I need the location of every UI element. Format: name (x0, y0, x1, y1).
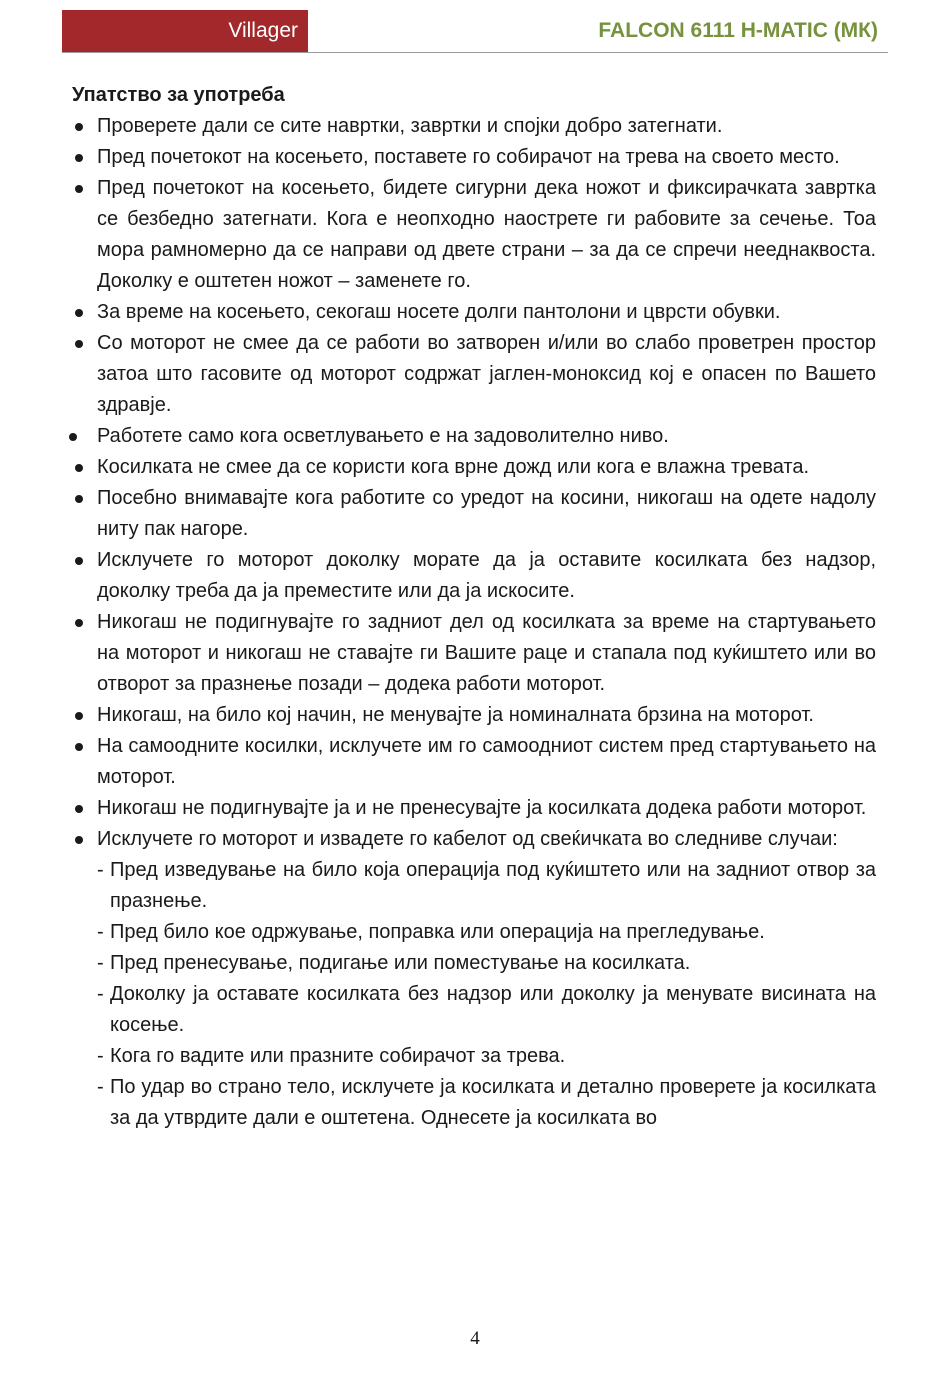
page-number: 4 (470, 1328, 480, 1349)
list-item (72, 421, 876, 452)
list-item (72, 483, 876, 545)
list-item-text: За време на косењето, секогаш носете долги пантолони и цврсти обувки. (97, 301, 781, 323)
bullet-icon (75, 154, 83, 162)
list-item-text: На самоодните косилки, исклучете им го самоодниот систем пред стартувањето на моторот. (97, 735, 876, 788)
model-title: FALCON 6111 H-MATIC (МК) (598, 19, 878, 42)
dash-marker: - (97, 921, 104, 943)
list-item-text: Посебно внимавајте кога работите со уредот на косини, никогаш на одете надолу ниту пак нагоре. (97, 487, 876, 540)
list-item (72, 793, 876, 824)
bullet-icon (75, 743, 83, 751)
sub-list-item (97, 917, 876, 948)
list-item (72, 328, 876, 421)
list-item-text: Никогаш не подигнувајте го задниот дел од косилката за време на стартувањето на моторот и никогаш не ставајте ги Вашите раце и стапала под куќиштето или во отворот за празнење позади – додека работи моторот. (97, 611, 876, 695)
list-item-text: Пред почетокот на косењето, поставете го собирачот на трева на своето место. (97, 146, 840, 168)
bullet-icon (75, 309, 83, 317)
list-item (72, 111, 876, 142)
list-item-text: Никогаш, на било кој начин, не менувајте ја номиналната брзина на моторот. (97, 704, 814, 726)
sub-list-item (97, 1041, 876, 1072)
dash-marker: - (97, 952, 104, 974)
list-item (72, 824, 876, 1134)
sub-list (97, 855, 876, 1134)
list-item-text: Со моторот не смее да се работи во затворен и/или во слабо проветрен простор затоа што гасовите од моторот содржат јаглен-моноксид кој е опасен по Вашето здравје. (97, 332, 876, 416)
sub-list-item-text: По удар во страно тело, исклучете ја косилката и детално проверете ја косилката за да утврдите дали е оштетена. Однесете ја косилката во (110, 1076, 876, 1129)
bullet-icon (75, 712, 83, 720)
bullet-icon (75, 557, 83, 565)
bullet-icon (75, 464, 83, 472)
list-item (72, 731, 876, 793)
list-item-text: Никогаш не подигнувајте ја и не пренесувајте ја косилката додека работи моторот. (97, 797, 867, 819)
section-title: Упатство за употреба (72, 84, 285, 106)
instruction-list (72, 111, 876, 1134)
list-item (72, 142, 876, 173)
sub-list-item (97, 1072, 876, 1134)
list-item (72, 173, 876, 297)
list-item (72, 700, 876, 731)
sub-list-item-text: Пред изведување на било која операција под куќиштето или на задниот отвор за празнење. (110, 859, 876, 912)
sub-list-item (97, 855, 876, 917)
sub-list-item-text: Пред пренесување, подигање или поместување на косилката. (110, 952, 691, 974)
brand-label: Villager (62, 10, 308, 52)
bullet-icon (75, 123, 83, 131)
list-item-text: Пред почетокот на косењето, бидете сигурни дека ножот и фиксирачката завртка се безбедно затегнати. Кога е неопходно наострете ги рабовите за сечење. Тоа мора рамномерно да се направи од двете страни – за да се спречи нееднаквоста. Доколку е оштетен ножот – заменете го. (97, 177, 876, 292)
bullet-icon (69, 433, 77, 441)
list-item-text: Проверете дали се сите навртки, завртки и спојки добро затегнати. (97, 115, 723, 137)
dash-marker: - (97, 1045, 104, 1067)
list-item (72, 452, 876, 483)
page-header (62, 10, 888, 53)
bullet-icon (75, 805, 83, 813)
bullet-icon (75, 340, 83, 348)
list-item (72, 607, 876, 700)
sub-list-item-text: Доколку ја оставате косилката без надзор или доколку ја менувате висината на косење. (110, 983, 876, 1036)
dash-marker: - (97, 983, 104, 1005)
sub-list-item-text: Кога го вадите или празните собирачот за трева. (110, 1045, 566, 1067)
list-item (72, 297, 876, 328)
bullet-icon (75, 836, 83, 844)
sub-list-item (97, 979, 876, 1041)
dash-marker: - (97, 859, 104, 881)
sub-list-item (97, 948, 876, 979)
document-body (72, 80, 876, 1134)
bullet-icon (75, 185, 83, 193)
bullet-icon (75, 619, 83, 627)
list-item-text: Косилката не смее да се користи кога врне дожд или кога е влажна тревата. (97, 456, 810, 478)
bullet-icon (75, 495, 83, 503)
list-item-text: Исклучете го моторот и извадете го кабелот од свеќичката во следниве случаи: (97, 828, 838, 850)
list-item (72, 545, 876, 607)
dash-marker: - (97, 1076, 104, 1098)
list-item-text: Работете само кога осветлувањето е на задоволително ниво. (97, 425, 669, 447)
sub-list-item-text: Пред било кое одржување, поправка или операција на прегледување. (110, 921, 765, 943)
list-item-text: Исклучете го моторот доколку морате да ја оставите косилката без надзор, доколку треба да ја преместите или да ја искосите. (97, 549, 876, 602)
